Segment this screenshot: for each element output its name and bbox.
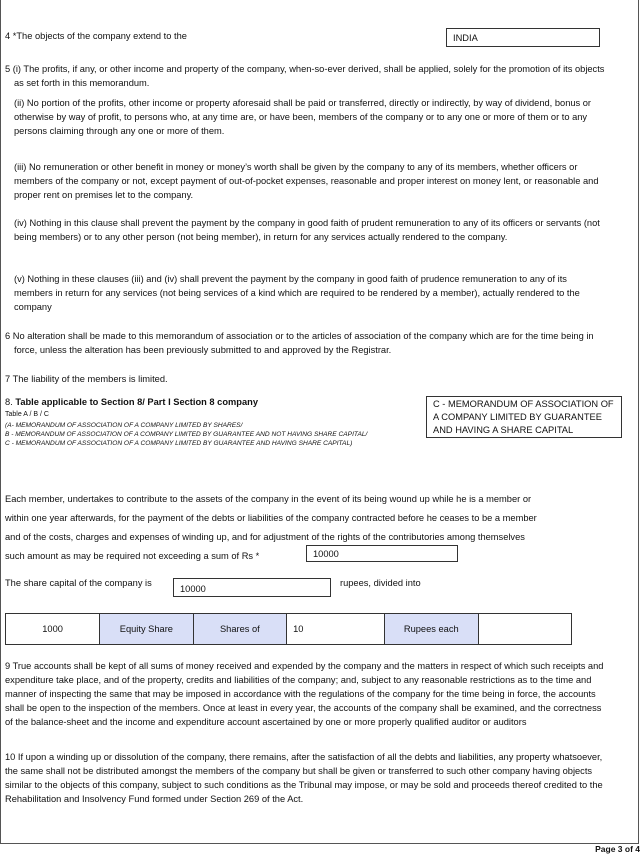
extra-cell[interactable] xyxy=(478,614,571,645)
table-selection-line-3: AND HAVING A SHARE CAPITAL xyxy=(433,425,574,435)
face-value-cell[interactable]: 10 xyxy=(287,614,385,645)
guarantee-text xyxy=(5,490,605,566)
clause-5-iv: (iv) Nothing in this clause shall prevent the payment by the company in good faith of prudent remuneration to any of its officers or servants (not being members) or to any other person (not being member), in return for any services actually rendered to the company. xyxy=(14,218,600,242)
share-capital-field[interactable]: 10000 xyxy=(173,578,331,597)
guarantee-amount-field[interactable]: 10000 xyxy=(306,545,458,562)
table-selection-line-1: C - MEMORANDUM OF ASSOCIATION OF xyxy=(433,399,614,409)
share-type-cell: Equity Share xyxy=(100,614,193,645)
clause-8-title: Table applicable to Section 8/ Part I Section 8 company xyxy=(15,397,258,407)
share-capital-suffix: rupees, divided into xyxy=(340,578,421,588)
guarantee-line-2: within one year afterwards, for the payment of the debts or liabilities of the company contracted before he ceases to be a member xyxy=(5,513,537,523)
option-c: C - MEMORANDUM OF ASSOCIATION OF A COMPANY LIMITED BY GUARANTEE AND HAVING SHARE CAPITAL) xyxy=(5,440,353,447)
clause-9: 9 True accounts shall be kept of all sums of money received and expended by the company and the matters in respect of which such receipts and expenditure take place, and of the property, credits and liabilities of the company; and, subject to any reasonable restrictions as to the time and manner of inspecting the same that may be imposed in accordance with the regulations of the company for the time being in force, the accounts shall be open to the inspection of the members. Once at least in every year, the accounts of the company shall be examined, and the correctness of the balance-sheet and the income and expenditure account ascertained by one or more properly qualified auditor or auditors xyxy=(5,661,604,727)
table-selection-line-2: A COMPANY LIMITED BY GUARANTEE xyxy=(433,412,602,422)
clause-10: 10 If upon a winding up or dissolution of the company, there remains, after the satisfaction of all the debts and liabilities, any property whatsoever, the same shall not be distributed amongst the members of the company but shall be given or transferred to such other company having objects similar to the objects of this company, subject to such conditions as the Tribunal may impose, or may be sold and proceeds thereof credited to the Rehabilitation and Insolvency Fund formed under Section 269 of the Act. xyxy=(5,752,603,804)
table-row xyxy=(6,614,572,645)
shares-table xyxy=(5,613,572,645)
clause-5-v: (v) Nothing in these clauses (iii) and (iv) shall prevent the payment by the company in good faith of prudence remuneration to any of its members in return for any services (not being services of a kind which are required to be rendered by a member), actually rendered to the company xyxy=(14,274,580,312)
rupees-each-cell: Rupees each xyxy=(384,614,478,645)
clause-7: 7 The liability of the members is limited. xyxy=(5,374,168,384)
clause-8-number: 8. xyxy=(5,397,16,407)
share-capital-label: The share capital of the company is xyxy=(5,578,152,588)
guarantee-line-4: such amount as may be required not exceeding a sum of Rs * xyxy=(5,551,260,561)
clause-5-ii: (ii) No portion of the profits, other income or property aforesaid shall be paid or transferred, directly or indirectly, by way of dividend, bonus or otherwise by way of profit, to persons who, at any time are, or have been, members of the company or to any one or more of them or to any persons claiming through any one or more of them. xyxy=(14,98,592,136)
share-count-cell[interactable]: 1000 xyxy=(6,614,100,645)
option-b: B - MEMORANDUM OF ASSOCIATION OF A COMPANY LIMITED BY GUARANTEE AND NOT HAVING SHARE CAPITAL/ xyxy=(5,431,368,438)
guarantee-line-3: and of the costs, charges and expenses of winding up, and for adjustment of the rights of the contributories among themselves xyxy=(5,532,525,542)
page-number: Page 3 of 4 xyxy=(595,844,640,854)
clause-5-iii: (iii) No remuneration or other benefit in money or money’s worth shall be given by the company to any of its members, whether officers or members of the company or not, except payment of out-of-pocket expenses, reasonable and proper interest on money lent, or reasonable and proper rent on premises let to the company. xyxy=(14,162,599,200)
clause-8-heading xyxy=(5,395,258,409)
option-a: (A- MEMORANDUM OF ASSOCIATION OF A COMPANY LIMITED BY SHARES/ xyxy=(5,422,243,429)
clause-8-sub: Table A / B / C xyxy=(5,411,49,418)
objects-extent-field[interactable]: INDIA xyxy=(446,28,600,47)
clause-4-label: 4 *The objects of the company extend to the xyxy=(5,31,187,41)
guarantee-line-1: Each member, undertakes to contribute to the assets of the company in the event of its being wound up while he is a member or xyxy=(5,494,532,504)
clause-5-i: 5 (i) The profits, if any, or other income and property of the company, when-so-ever derived, shall be applied, solely for the promotion of its objects as set forth in this memorandum. xyxy=(5,64,605,88)
shares-of-cell: Shares of xyxy=(193,614,287,645)
clause-6: 6 No alteration shall be made to this memorandum of association or to the articles of association of the company which are for the time being in force, unless the alteration has been previously submitted to and approved by the Registrar. xyxy=(5,331,594,355)
table-selection-field[interactable] xyxy=(426,396,622,438)
